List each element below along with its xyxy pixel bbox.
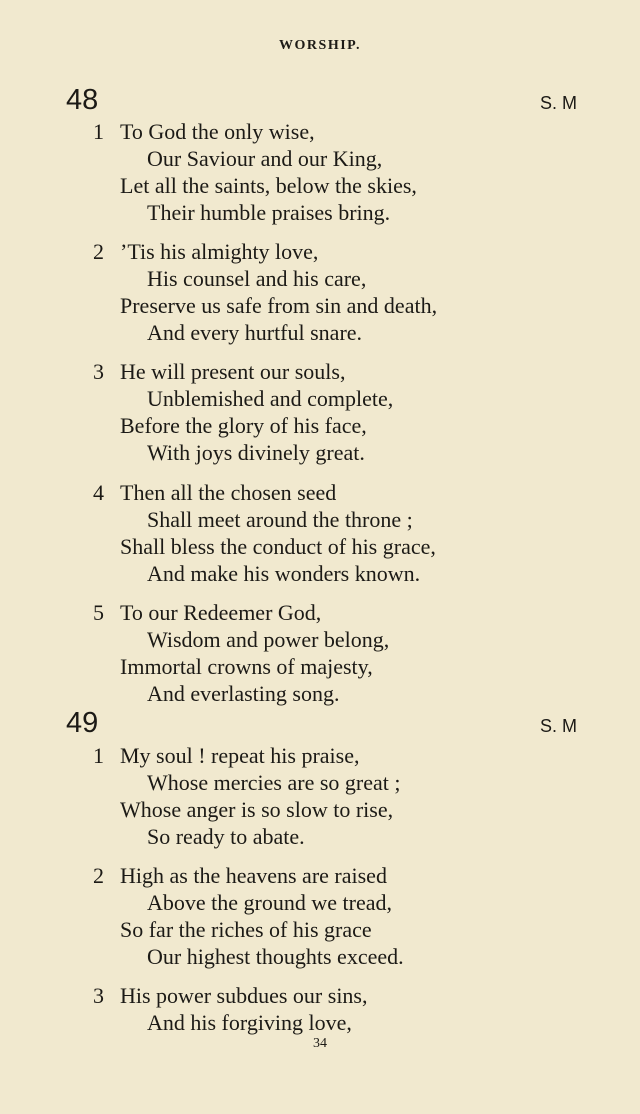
verse-line: He will present our souls, — [120, 359, 346, 384]
verse-number: 2 — [93, 863, 104, 888]
verse-line: Shall bless the conduct of his grace, — [120, 534, 436, 559]
verse-line: His power subdues our sins, — [120, 983, 368, 1008]
verse-line: High as the heavens are raised — [120, 863, 387, 888]
verse-number: 1 — [93, 743, 104, 768]
verse-line: My soul ! repeat his praise, — [120, 743, 360, 768]
verse-line: Immortal crowns of majesty, — [120, 654, 373, 679]
hymn-number: 48 — [66, 84, 99, 116]
verse-line: Unblemished and complete, — [147, 386, 394, 411]
verse-line: To our Redeemer God, — [120, 600, 322, 625]
verse-line: Whose mercies are so great ; — [147, 770, 401, 795]
verse-line: And make his wonders known. — [147, 561, 421, 586]
verse-number: 5 — [93, 600, 104, 625]
hymn-meter: S. M — [540, 716, 578, 736]
verse-line: Shall meet around the throne ; — [147, 507, 413, 532]
verse-line: Preserve us safe from sin and death, — [120, 293, 438, 318]
verse-number: 2 — [93, 239, 104, 264]
verse-line: With joys divinely great. — [147, 440, 365, 465]
verse-line: And every hurtful snare. — [147, 320, 363, 345]
verse-line: Our Saviour and our King, — [147, 146, 383, 171]
running-header: WORSHIP. — [279, 38, 361, 53]
verse-line: Their humble praises bring. — [147, 200, 391, 225]
verse-number: 3 — [93, 359, 104, 384]
verse-number: 3 — [93, 983, 104, 1008]
verse-line: ’Tis his almighty love, — [120, 239, 319, 264]
verse-line: So ready to abate. — [147, 824, 305, 849]
hymn-meter: S. M — [540, 93, 578, 113]
verse-line: Our highest thoughts exceed. — [147, 944, 404, 969]
verse-line: Let all the saints, below the skies, — [120, 173, 417, 198]
verse-line: Before the glory of his face, — [120, 413, 367, 438]
verse-line: Above the ground we tread, — [147, 890, 392, 915]
verse-line: So far the riches of his grace — [120, 917, 372, 942]
hymn-number: 49 — [66, 707, 99, 739]
verse-line: Whose anger is so slow to rise, — [120, 797, 394, 822]
verse-line: To God the only wise, — [120, 119, 315, 144]
verse-number: 4 — [93, 480, 104, 505]
verse-line: Wisdom and power belong, — [147, 627, 390, 652]
verse-line: And his forgiving love, — [147, 1010, 352, 1035]
verse-line: His counsel and his care, — [147, 266, 367, 291]
page-number: 34 — [313, 1036, 327, 1051]
verse-line: And everlasting song. — [147, 681, 340, 706]
verse-line: Then all the chosen seed — [120, 480, 337, 505]
verse-number: 1 — [93, 119, 104, 144]
